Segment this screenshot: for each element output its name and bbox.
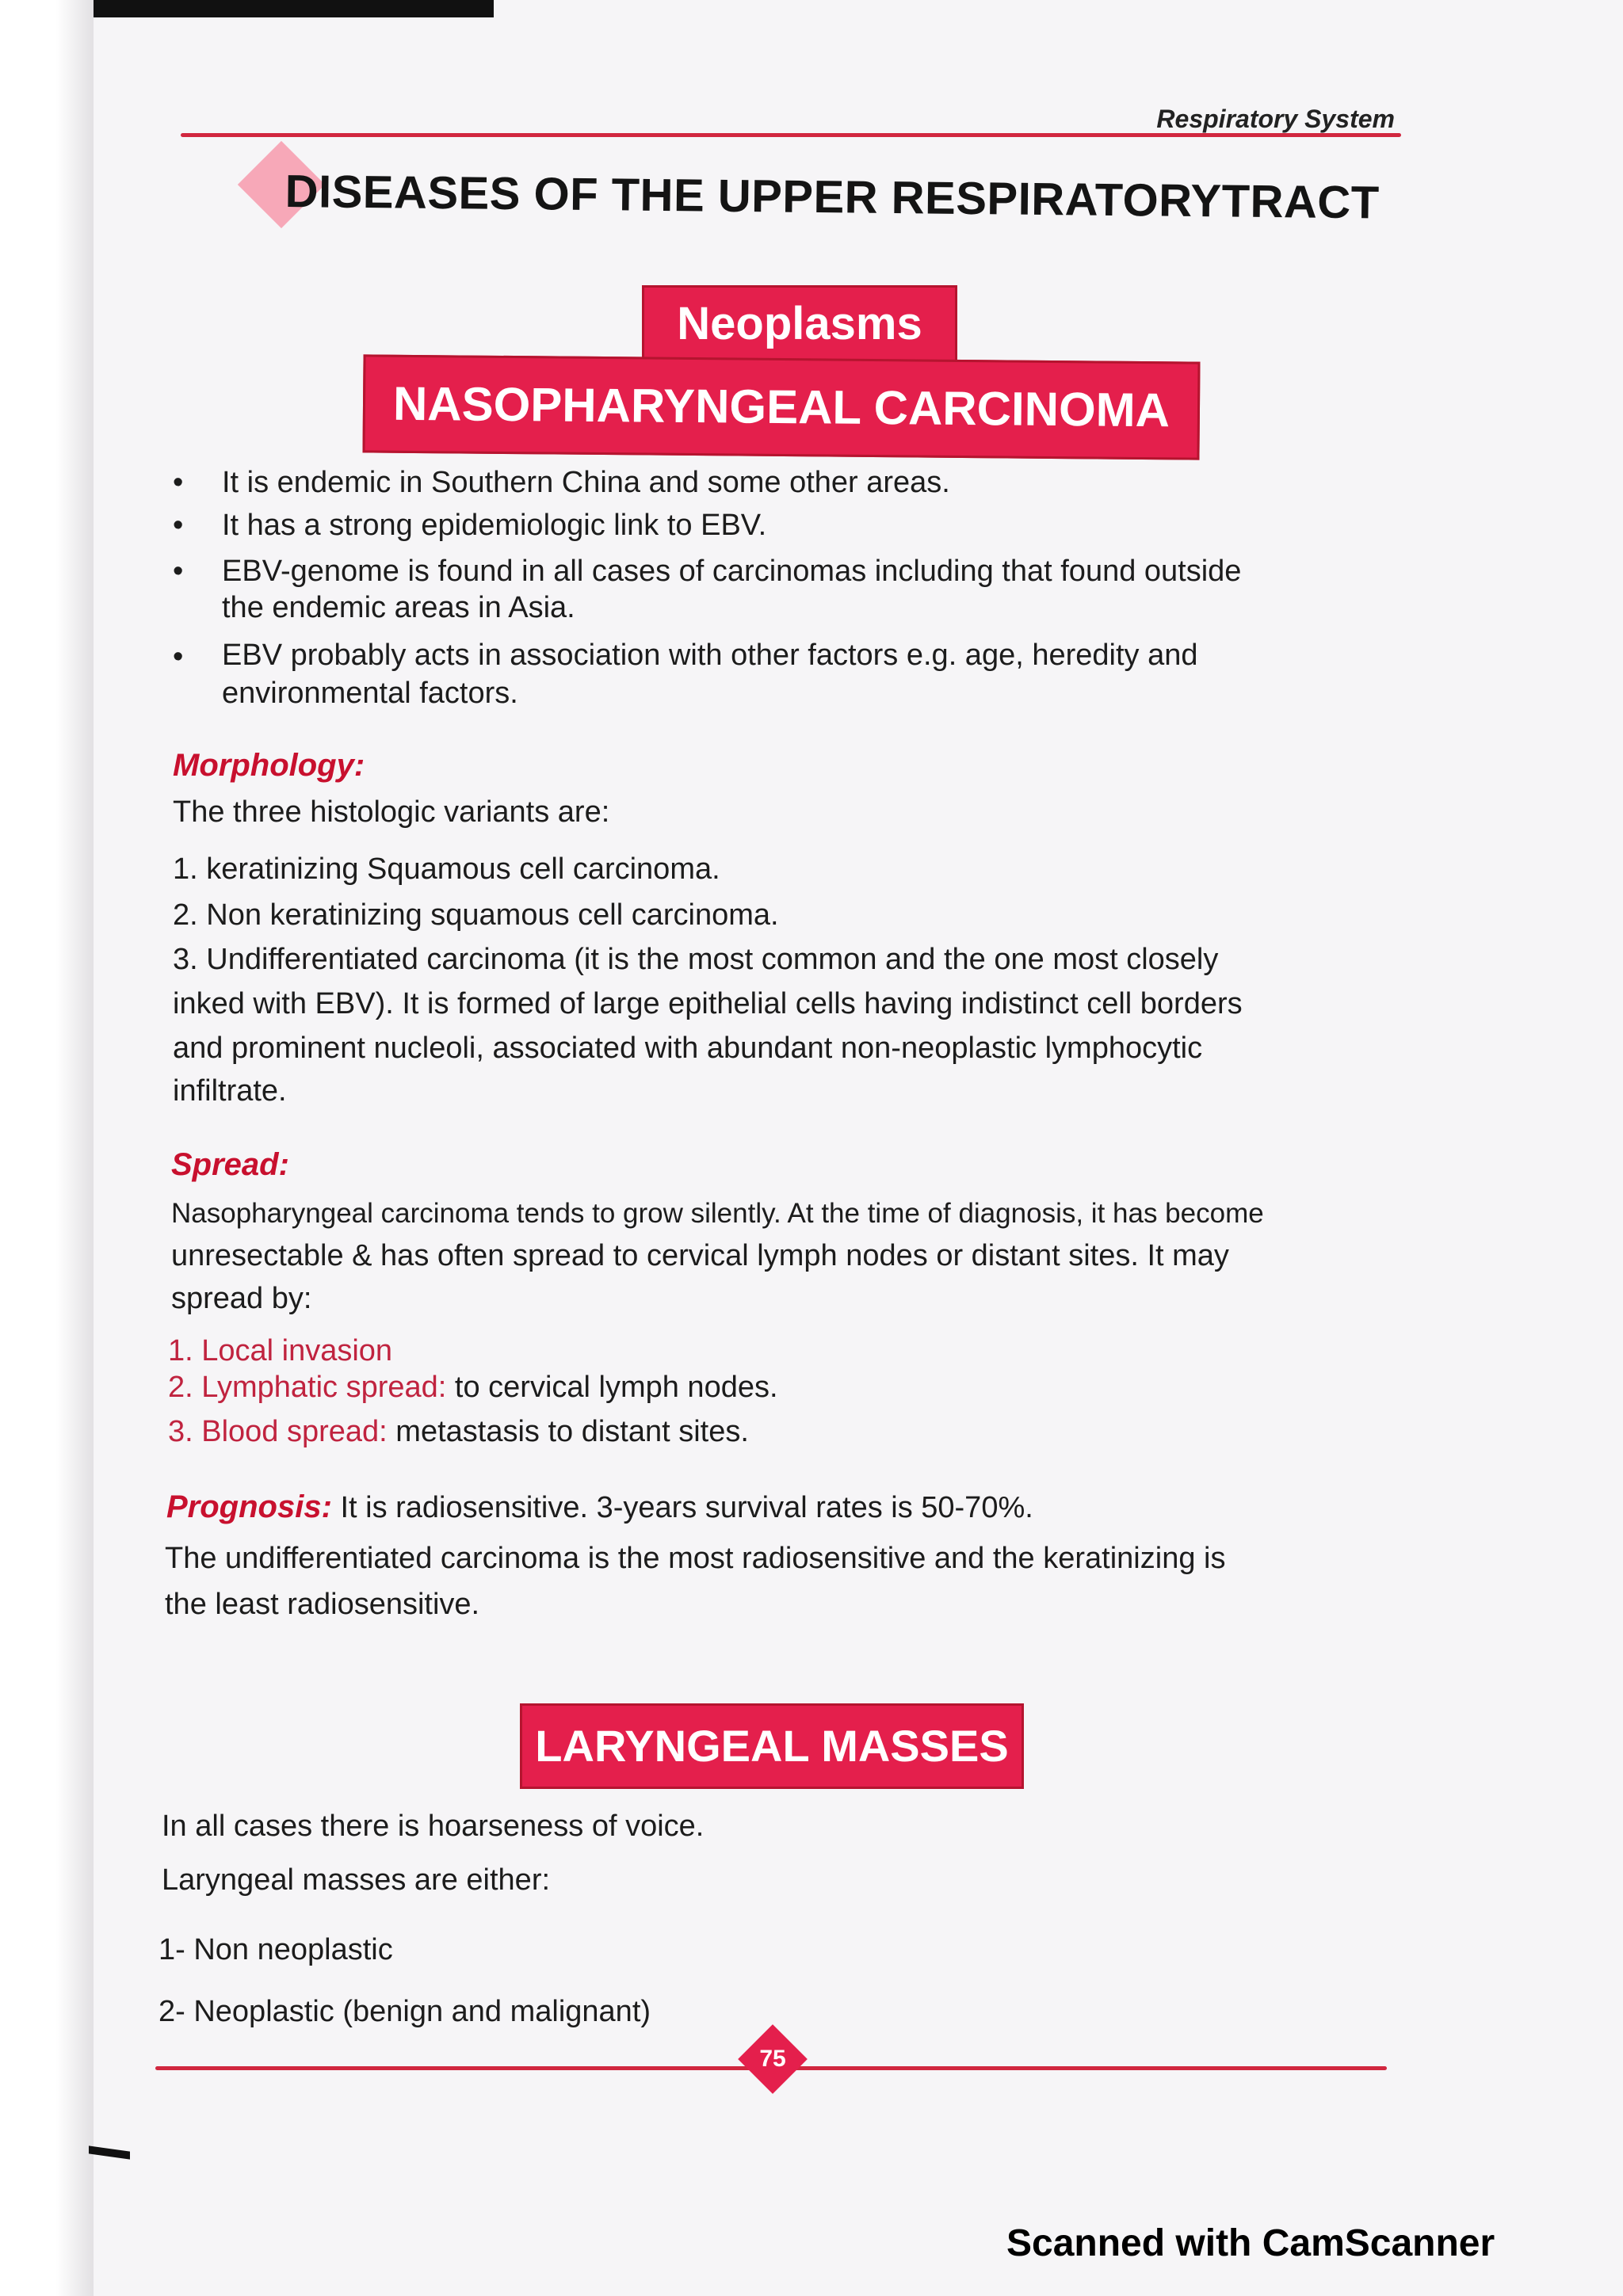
morphology-item: 2. Non keratinizing squamous cell carcinoma. — [173, 898, 779, 932]
bullet-text: EBV-genome is found in all cases of carcinomas including that found outside — [222, 555, 1242, 588]
bullet-dot: • — [173, 466, 184, 499]
spread-route-text: to cervical lymph nodes. — [446, 1371, 778, 1404]
bullet-dot: • — [173, 640, 184, 673]
spread-route — [168, 1415, 749, 1449]
spread-route-label: 2. Lymphatic spread: — [168, 1371, 447, 1404]
spread-route — [168, 1371, 778, 1405]
spread-route-text: metastasis to distant sites. — [387, 1415, 749, 1448]
spread-heading: Spread: — [171, 1147, 289, 1182]
morphology-item: 1. keratinizing Squamous cell carcinoma. — [173, 852, 720, 886]
scanner-watermark: Scanned with CamScanner — [1006, 2222, 1495, 2264]
prognosis-note: the least radiosensitive. — [165, 1588, 480, 1621]
prognosis-text: It is radiosensitive. 3-years survival rates is 50-70%. — [331, 1491, 1033, 1524]
bullet-text: EBV probably acts in association with other factors e.g. age, heredity and — [222, 639, 1198, 672]
morphology-heading: Morphology: — [173, 748, 365, 783]
bullet-text: It has a strong epidemiologic link to EBV. — [222, 509, 767, 542]
footer-rule-right — [789, 2066, 1387, 2070]
bullet-text: It is endemic in Southern China and some other areas. — [222, 466, 950, 499]
header-rule — [181, 133, 1401, 137]
morphology-item-continued: and prominent nucleoli, associated with abundant non-neoplastic lymphocytic — [173, 1032, 1203, 1065]
laryngeal-item: 2- Neoplastic (benign and malignant) — [158, 1995, 651, 2028]
page-edge-shadow — [0, 0, 94, 2296]
laryngeal-text: In all cases there is hoarseness of voice. — [162, 1810, 705, 1843]
spread-route — [168, 1334, 392, 1368]
chapter-title: DISEASES OF THE UPPER RESPIRATORYTRACT — [285, 165, 1381, 229]
bullet-text-continued: the endemic areas in Asia. — [222, 591, 575, 624]
bullet-dot: • — [173, 555, 184, 588]
spread-text: unresectable & has often spread to cervical lymph nodes or distant sites. It may — [171, 1239, 1229, 1272]
laryngeal-item: 1- Non neoplastic — [158, 1933, 393, 1966]
section-banner: Neoplasms — [642, 285, 957, 363]
footer-rule-left — [155, 2066, 758, 2070]
spread-route-label: 3. Blood spread: — [168, 1415, 388, 1448]
scan-edge-bar — [94, 0, 494, 17]
morphology-intro: The three histologic variants are: — [173, 795, 610, 829]
bullet-dot: • — [173, 509, 184, 542]
spread-route-label: 1. Local invasion — [168, 1334, 393, 1367]
spread-text: spread by: — [171, 1282, 312, 1315]
prognosis-note: The undifferentiated carcinoma is the most radiosensitive and the keratinizing is — [165, 1542, 1226, 1575]
morphology-item-continued: inked with EBV). It is formed of large epithelial cells having indistinct cell borders — [173, 987, 1243, 1020]
morphology-item: 3. Undifferentiated carcinoma (it is the most common and the one most closely — [173, 943, 1219, 976]
laryngeal-text: Laryngeal masses are either: — [162, 1863, 551, 1897]
scan-edge-mark — [89, 2145, 130, 2159]
topic-banner: NASOPHARYNGEAL CARCINOMA — [362, 354, 1200, 460]
morphology-item-continued: infiltrate. — [173, 1074, 287, 1108]
spread-text: Nasopharyngeal carcinoma tends to grow silently. At the time of diagnosis, it has become — [171, 1198, 1264, 1229]
prognosis-line — [166, 1489, 1033, 1525]
prognosis-heading: Prognosis: — [166, 1489, 332, 1524]
running-head: Respiratory System — [1156, 105, 1395, 133]
page-number: 75 — [759, 2046, 786, 2072]
bullet-text-continued: environmental factors. — [222, 677, 518, 710]
laryngeal-banner: LARYNGEAL MASSES — [520, 1703, 1024, 1789]
